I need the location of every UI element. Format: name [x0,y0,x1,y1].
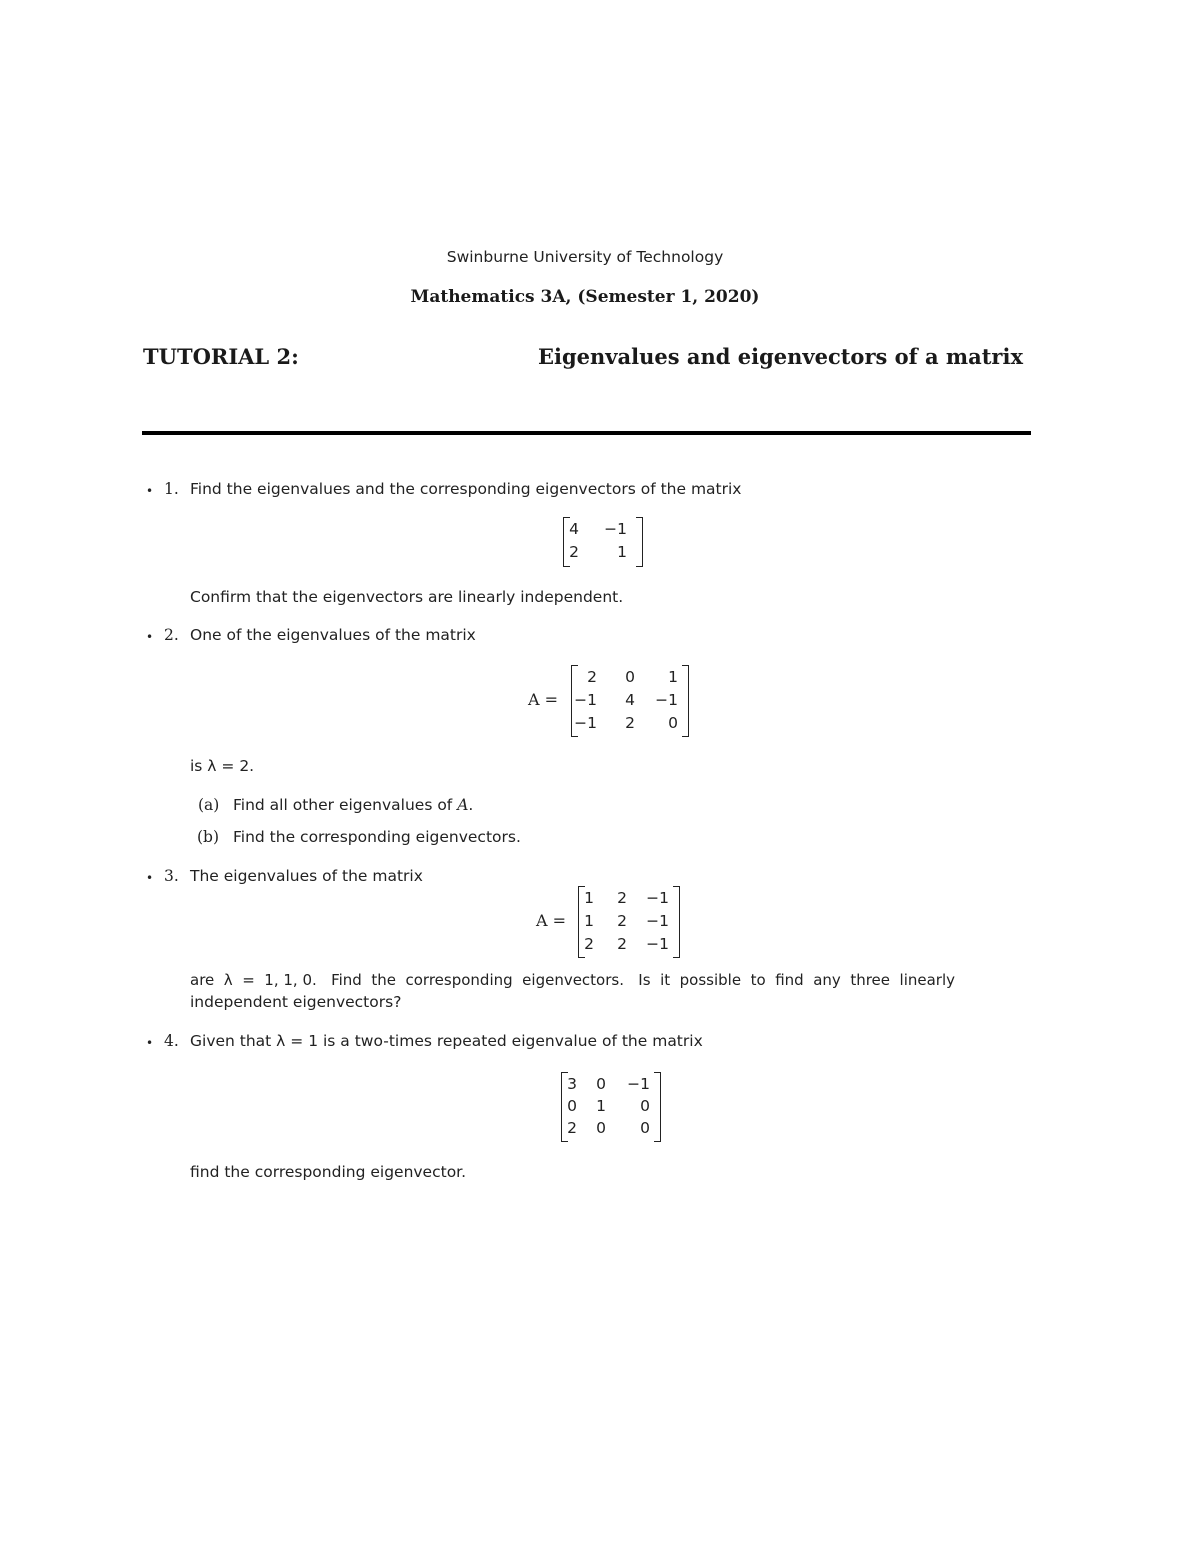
matrix-bracket-right [654,1072,661,1142]
question-followup: find the corresponding eigenvector. [190,1163,467,1181]
matrix-cell: −1 [574,714,597,732]
given-eigenvalue: is λ = 2. [190,757,255,775]
matrix-cell: −1 [627,1075,650,1093]
matrix-cell: 3 [567,1075,577,1093]
matrix-cell: 2 [567,1119,577,1137]
question-followup: Confirm that the eigenvectors are linearly independent. [190,588,624,606]
matrix-cell: 0 [640,1097,650,1115]
question-number: 3. [164,867,179,885]
matrix-cell: −1 [574,691,597,709]
matrix-q3 [578,886,680,958]
tutorial-label: TUTORIAL 2: [143,344,299,369]
matrix-cell: 2 [617,912,627,930]
matrix-q1 [563,517,643,567]
matrix-cell: 1 [596,1097,606,1115]
part-a-text [233,796,473,814]
question-text: One of the eigenvalues of the matrix [190,626,476,644]
question-number: 1. [164,480,179,498]
question-followup-line1: are λ = 1, 1, 0. Find the corresponding eigenvectors. Is it possible to find any three linearly [190,971,956,989]
matrix-cell: 1 [584,889,594,907]
matrix-cell: 0 [596,1075,606,1093]
matrix-cell: 1 [617,543,627,561]
matrix-cell: 2 [569,543,579,561]
part-label: (a) [198,796,220,814]
matrix-cell: 4 [569,520,579,538]
matrix-cell: 1 [584,912,594,930]
matrix-cell: −1 [646,912,669,930]
matrix-cell: 0 [668,714,678,732]
matrix-cell: 4 [625,691,635,709]
question-number: 4. [164,1032,179,1050]
matrix-cell: 0 [640,1119,650,1137]
question-number: 2. [164,626,179,644]
matrix-cell: 2 [617,889,627,907]
matrix-label: A = [528,690,559,709]
matrix-cell: −1 [604,520,627,538]
bullet-icon: • [146,484,154,498]
part-b-text: Find the corresponding eigenvectors. [233,828,521,846]
question-text: Given that λ = 1 is a two-times repeated eigenvalue of the matrix [190,1032,703,1050]
bullet-icon: • [146,871,154,885]
matrix-bracket-right [636,517,643,567]
part-label: (b) [197,828,220,846]
matrix-cell: 2 [617,935,627,953]
matrix-bracket-right [673,886,680,958]
university-name: Swinburne University of Technology [446,248,724,266]
matrix-label: A = [536,911,567,930]
part-a-variable: A [457,796,469,814]
bullet-icon: • [146,1036,154,1050]
bullet-icon: • [146,630,154,644]
question-text: Find the eigenvalues and the corresponding eigenvectors of the matrix [190,480,742,498]
part-a-text-body: Find all other eigenvalues of [233,796,453,814]
matrix-cell: 0 [596,1119,606,1137]
matrix-cell: 0 [567,1097,577,1115]
matrix-cell: 0 [625,668,635,686]
matrix-cell: −1 [655,691,678,709]
matrix-q4 [561,1072,661,1142]
matrix-cell: 2 [625,714,635,732]
question-followup-line2: independent eigenvectors? [190,993,402,1011]
tutorial-title: Eigenvalues and eigenvectors of a matrix [538,344,1023,369]
matrix-cell: 1 [668,668,678,686]
period: . [468,796,474,814]
matrix-q2 [571,665,689,737]
header-divider [142,431,1031,435]
matrix-cell: 2 [587,668,597,686]
matrix-bracket-right [682,665,689,737]
course-title: Mathematics 3A, (Semester 1, 2020) [410,287,760,307]
matrix-cell: −1 [646,889,669,907]
matrix-cell: 2 [584,935,594,953]
question-text: The eigenvalues of the matrix [190,867,423,885]
matrix-cell: −1 [646,935,669,953]
